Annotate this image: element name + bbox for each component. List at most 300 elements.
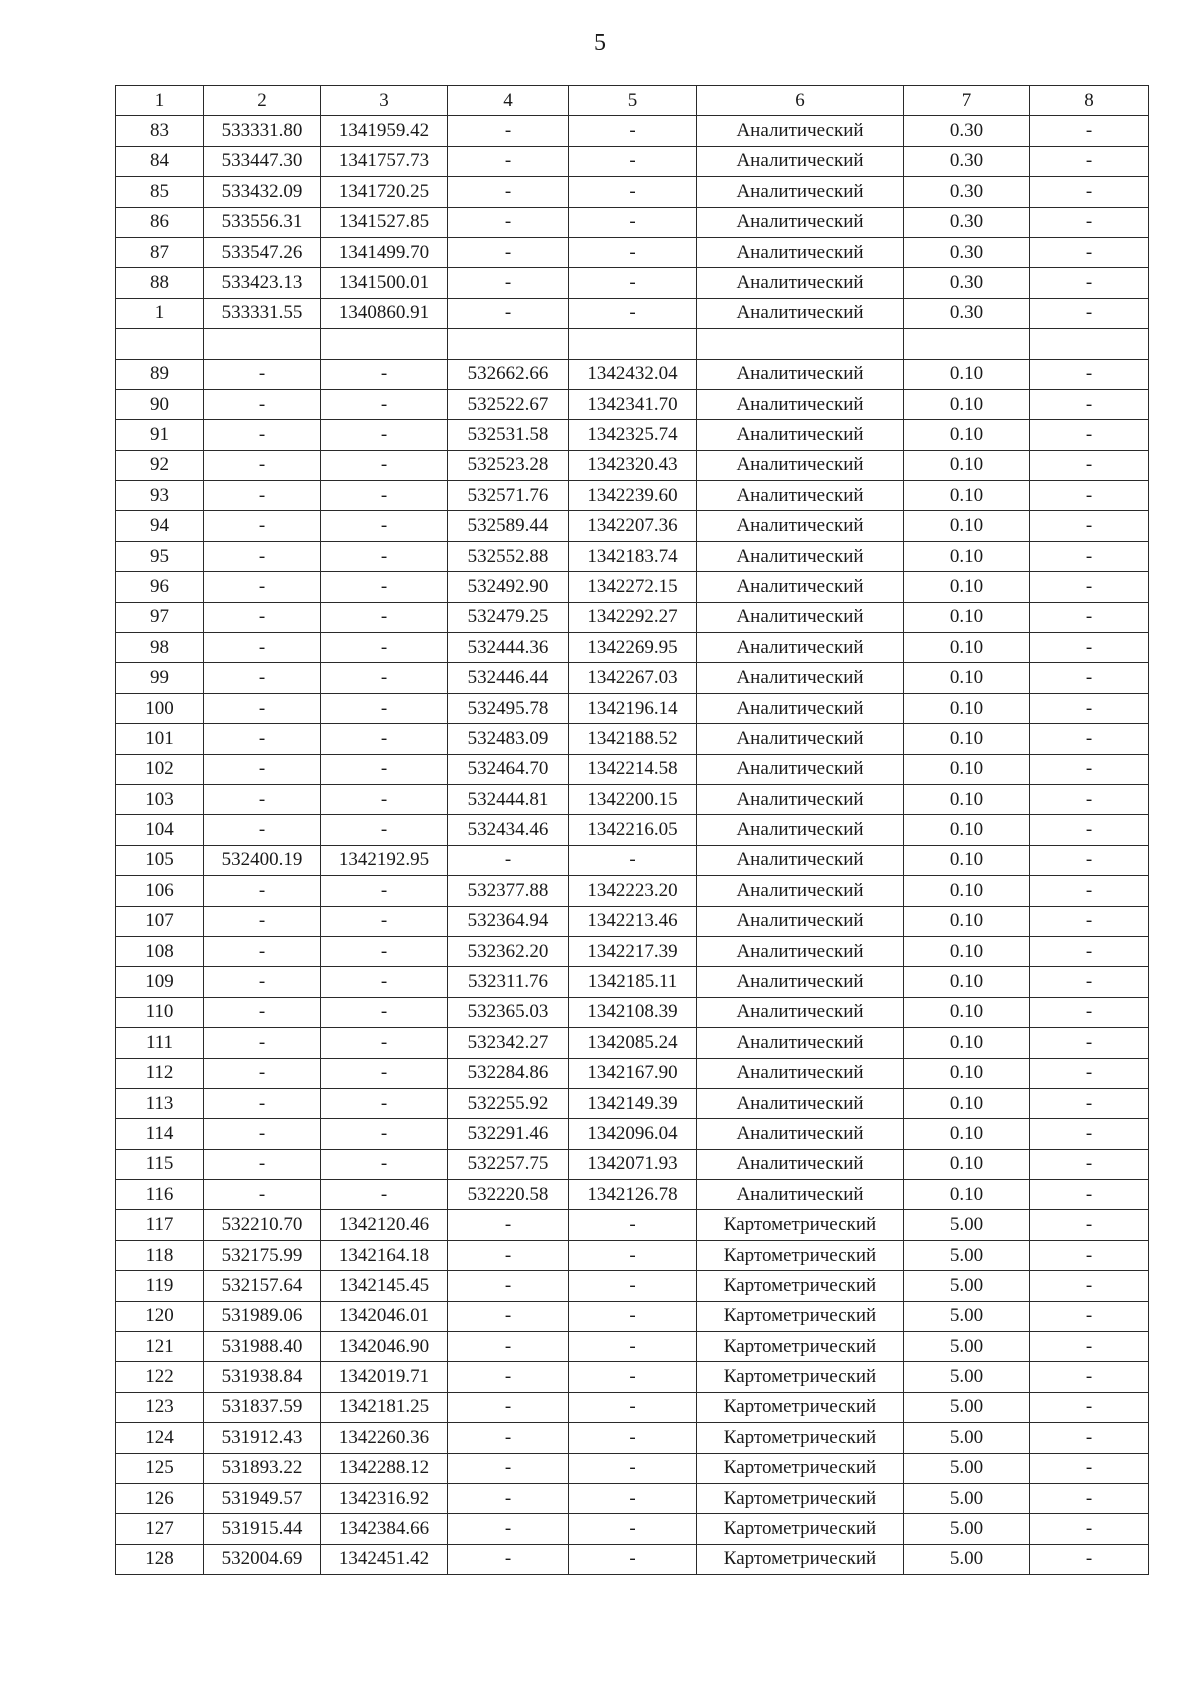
table-cell: Аналитический [697, 481, 904, 511]
table-cell: Аналитический [697, 815, 904, 845]
table-cell: 127 [116, 1514, 204, 1544]
table-cell: - [569, 116, 697, 146]
table-row [116, 876, 1149, 906]
table-cell: 532662.66 [448, 359, 569, 389]
table-cell: 532284.86 [448, 1058, 569, 1088]
table-row [116, 724, 1149, 754]
table-cell: - [204, 572, 321, 602]
table-row [116, 936, 1149, 966]
table-row [116, 1544, 1149, 1574]
table-cell: - [569, 1453, 697, 1483]
table-cell: 5.00 [904, 1362, 1030, 1392]
table-cell: - [204, 481, 321, 511]
table-cell: 0.10 [904, 481, 1030, 511]
table-cell: 0.10 [904, 936, 1030, 966]
header-cell: 2 [204, 86, 321, 116]
table-cell: 115 [116, 1149, 204, 1179]
table-cell: - [204, 1088, 321, 1118]
table-cell: 0.30 [904, 207, 1030, 237]
table-cell: - [1030, 1514, 1149, 1544]
table-cell: 94 [116, 511, 204, 541]
table-cell: - [1030, 481, 1149, 511]
table-cell: Аналитический [697, 1088, 904, 1118]
table-cell: - [1030, 389, 1149, 419]
table-cell: 1342181.25 [321, 1392, 448, 1422]
table-cell: 533547.26 [204, 237, 321, 267]
table-cell: - [448, 1453, 569, 1483]
table-cell: - [448, 1301, 569, 1331]
table-cell: - [569, 298, 697, 328]
table-cell: - [204, 906, 321, 936]
table-cell: Картометрический [697, 1301, 904, 1331]
table-cell: 111 [116, 1028, 204, 1058]
table-row [116, 1210, 1149, 1240]
table-cell: 120 [116, 1301, 204, 1331]
table-cell: 1342316.92 [321, 1483, 448, 1513]
table-cell: - [321, 481, 448, 511]
table-cell: Аналитический [697, 420, 904, 450]
table-cell: 532495.78 [448, 693, 569, 723]
table-cell: 1342200.15 [569, 784, 697, 814]
table-cell: - [448, 1392, 569, 1422]
table-cell: 532364.94 [448, 906, 569, 936]
table-cell: - [1030, 693, 1149, 723]
table-cell: 532434.46 [448, 815, 569, 845]
table-cell: - [321, 1149, 448, 1179]
table-cell: - [569, 1544, 697, 1574]
table-cell: - [321, 1058, 448, 1088]
table-cell: - [321, 541, 448, 571]
table-cell: 125 [116, 1453, 204, 1483]
table-cell: 0.30 [904, 116, 1030, 146]
table-row [116, 1088, 1149, 1118]
table-cell: 97 [116, 602, 204, 632]
table-cell: Аналитический [697, 450, 904, 480]
table-cell: - [1030, 754, 1149, 784]
table-row [116, 1453, 1149, 1483]
table-cell: - [1030, 1483, 1149, 1513]
table-cell: - [204, 1119, 321, 1149]
table-cell: 532479.25 [448, 602, 569, 632]
table-cell: 122 [116, 1362, 204, 1392]
table-cell: Аналитический [697, 511, 904, 541]
table-cell: 112 [116, 1058, 204, 1088]
table-cell: Аналитический [697, 237, 904, 267]
table-cell: Аналитический [697, 663, 904, 693]
table-cell: - [448, 845, 569, 875]
table-cell: 1342207.36 [569, 511, 697, 541]
header-cell: 8 [1030, 86, 1149, 116]
table-cell: - [321, 663, 448, 693]
table-cell: Аналитический [697, 724, 904, 754]
table-cell: Аналитический [697, 268, 904, 298]
table-cell: - [1030, 1332, 1149, 1362]
table-cell: 0.10 [904, 693, 1030, 723]
table-cell: 0.30 [904, 237, 1030, 267]
table-cell: - [1030, 450, 1149, 480]
table-cell: 532210.70 [204, 1210, 321, 1240]
table-header-row [116, 86, 1149, 116]
table-cell: 1342217.39 [569, 936, 697, 966]
table-cell: - [204, 1149, 321, 1179]
table-cell: - [321, 997, 448, 1027]
table-cell: 1340860.91 [321, 298, 448, 328]
table-cell: 1 [116, 298, 204, 328]
table-cell: 532571.76 [448, 481, 569, 511]
table-cell: 0.10 [904, 845, 1030, 875]
table-cell: 1341527.85 [321, 207, 448, 237]
table-cell: 0.10 [904, 1088, 1030, 1118]
table-cell: 532257.75 [448, 1149, 569, 1179]
table-row [116, 389, 1149, 419]
table-row [116, 116, 1149, 146]
table-row [116, 572, 1149, 602]
table-cell: 0.30 [904, 298, 1030, 328]
table-cell: - [1030, 207, 1149, 237]
table-cell: 5.00 [904, 1483, 1030, 1513]
table-cell: - [1030, 177, 1149, 207]
table-cell: 1341500.01 [321, 268, 448, 298]
table-cell: 0.10 [904, 389, 1030, 419]
table-cell: - [204, 450, 321, 480]
table-cell: - [448, 1271, 569, 1301]
table-cell: - [1030, 1362, 1149, 1392]
table-cell: 532522.67 [448, 389, 569, 419]
table-cell: - [1030, 1392, 1149, 1422]
table-cell: - [1030, 724, 1149, 754]
table-cell: Аналитический [697, 1028, 904, 1058]
table-row [116, 1514, 1149, 1544]
table-cell: 83 [116, 116, 204, 146]
table-row [116, 541, 1149, 571]
table-cell: 531912.43 [204, 1423, 321, 1453]
table-cell: - [1030, 1240, 1149, 1270]
table-row [116, 237, 1149, 267]
table-cell: 0.10 [904, 1180, 1030, 1210]
coordinates-table [115, 85, 1149, 1575]
table-cell: - [204, 724, 321, 754]
table-cell: - [1030, 572, 1149, 602]
table-cell: 533447.30 [204, 146, 321, 176]
table-cell: 93 [116, 481, 204, 511]
table-row [116, 906, 1149, 936]
table-cell: 0.10 [904, 1149, 1030, 1179]
table-row [116, 1058, 1149, 1088]
table-row [116, 268, 1149, 298]
table-cell: - [321, 389, 448, 419]
table-cell: Аналитический [697, 693, 904, 723]
table-cell: - [1030, 967, 1149, 997]
table-row [116, 1028, 1149, 1058]
table-cell: 531837.59 [204, 1392, 321, 1422]
table-cell: Картометрический [697, 1332, 904, 1362]
table-cell: - [204, 602, 321, 632]
table-cell: - [1030, 511, 1149, 541]
table-cell: - [1030, 1180, 1149, 1210]
header-cell: 3 [321, 86, 448, 116]
table-cell: 5.00 [904, 1423, 1030, 1453]
table-cell: 1342108.39 [569, 997, 697, 1027]
table-cell [569, 329, 697, 359]
table-cell: 1342292.27 [569, 602, 697, 632]
table-row [116, 207, 1149, 237]
table-cell: - [204, 389, 321, 419]
table-row [116, 329, 1149, 359]
table-cell: 532311.76 [448, 967, 569, 997]
table-cell: - [448, 298, 569, 328]
table-cell: 5.00 [904, 1392, 1030, 1422]
table-cell: 531915.44 [204, 1514, 321, 1544]
table-cell: 5.00 [904, 1210, 1030, 1240]
table-cell: - [204, 754, 321, 784]
table-cell: - [321, 693, 448, 723]
table-cell: 533432.09 [204, 177, 321, 207]
table-row [116, 146, 1149, 176]
table-row [116, 359, 1149, 389]
table-cell: Аналитический [697, 207, 904, 237]
table-cell: - [569, 207, 697, 237]
table-cell: 1341959.42 [321, 116, 448, 146]
table-cell: 532220.58 [448, 1180, 569, 1210]
table-cell: 1342188.52 [569, 724, 697, 754]
table-cell: 88 [116, 268, 204, 298]
table-cell: - [321, 967, 448, 997]
table-row [116, 967, 1149, 997]
table-cell [448, 329, 569, 359]
table-cell: - [1030, 906, 1149, 936]
table-cell: 106 [116, 876, 204, 906]
table-cell: Картометрический [697, 1240, 904, 1270]
table-cell: - [204, 997, 321, 1027]
table-cell: Аналитический [697, 845, 904, 875]
table-cell: - [1030, 1088, 1149, 1118]
table-cell: - [1030, 1453, 1149, 1483]
table-row [116, 784, 1149, 814]
table-cell: 0.10 [904, 511, 1030, 541]
table-cell [204, 329, 321, 359]
table-cell: - [569, 1514, 697, 1544]
table-cell: - [448, 146, 569, 176]
table-row [116, 1240, 1149, 1270]
table-row [116, 633, 1149, 663]
table-cell: 1342272.15 [569, 572, 697, 602]
table-cell: - [569, 268, 697, 298]
table-cell: - [569, 1210, 697, 1240]
table-cell: 1342167.90 [569, 1058, 697, 1088]
table-cell: 89 [116, 359, 204, 389]
table-cell: - [321, 724, 448, 754]
table-cell: - [1030, 663, 1149, 693]
table-cell: 533556.31 [204, 207, 321, 237]
table-cell: Аналитический [697, 389, 904, 419]
table-cell: Картометрический [697, 1271, 904, 1301]
table-cell: 0.10 [904, 541, 1030, 571]
table-row [116, 997, 1149, 1027]
table-cell: 101 [116, 724, 204, 754]
table-cell: 110 [116, 997, 204, 1027]
table-cell: Аналитический [697, 997, 904, 1027]
table-cell: - [448, 1210, 569, 1240]
table-row [116, 1392, 1149, 1422]
table-cell: - [569, 1392, 697, 1422]
table-cell: 121 [116, 1332, 204, 1362]
table-cell: - [321, 572, 448, 602]
table-cell: - [448, 1362, 569, 1392]
table-cell: Картометрический [697, 1544, 904, 1574]
table-cell: - [321, 876, 448, 906]
table-cell: - [1030, 784, 1149, 814]
table-cell: - [448, 1332, 569, 1362]
table-row [116, 420, 1149, 450]
table-cell: 531949.57 [204, 1483, 321, 1513]
table-cell: 114 [116, 1119, 204, 1149]
table-cell: - [1030, 1544, 1149, 1574]
table-cell: - [321, 936, 448, 966]
table-cell [697, 329, 904, 359]
table-cell: - [1030, 936, 1149, 966]
table-cell: - [321, 1088, 448, 1118]
table-cell: 103 [116, 784, 204, 814]
table-cell: 533423.13 [204, 268, 321, 298]
table-cell: 102 [116, 754, 204, 784]
table-cell: 0.10 [904, 724, 1030, 754]
table-cell: Картометрический [697, 1423, 904, 1453]
table-cell: - [1030, 541, 1149, 571]
table-cell: - [569, 1362, 697, 1392]
table-cell: 532552.88 [448, 541, 569, 571]
table-cell: - [448, 207, 569, 237]
table-cell: - [569, 146, 697, 176]
table-cell: 5.00 [904, 1271, 1030, 1301]
table-cell: - [1030, 1423, 1149, 1453]
table-cell: 1342120.46 [321, 1210, 448, 1240]
table-cell: - [204, 511, 321, 541]
table-cell: - [321, 815, 448, 845]
table-cell: - [1030, 876, 1149, 906]
table-cell: 532365.03 [448, 997, 569, 1027]
table-cell: 90 [116, 389, 204, 419]
table-cell: - [1030, 1058, 1149, 1088]
table-row [116, 1301, 1149, 1331]
table-cell: - [1030, 997, 1149, 1027]
table-cell: 96 [116, 572, 204, 602]
table-cell: 531938.84 [204, 1362, 321, 1392]
table-row [116, 1180, 1149, 1210]
table-cell: 0.10 [904, 1028, 1030, 1058]
table-cell: 119 [116, 1271, 204, 1301]
table-row [116, 1362, 1149, 1392]
table-cell: 1342149.39 [569, 1088, 697, 1118]
table-cell: 1342325.74 [569, 420, 697, 450]
table-cell: - [1030, 1210, 1149, 1240]
table-cell: 0.10 [904, 359, 1030, 389]
table-cell: - [448, 1423, 569, 1453]
table-cell: - [321, 1119, 448, 1149]
header-cell: 5 [569, 86, 697, 116]
table-cell: 0.10 [904, 1119, 1030, 1149]
table-cell: Картометрический [697, 1483, 904, 1513]
table-cell: 0.10 [904, 906, 1030, 936]
table-cell: - [569, 1271, 697, 1301]
table-cell: - [1030, 1119, 1149, 1149]
table-cell: 532444.81 [448, 784, 569, 814]
table-cell: 1342320.43 [569, 450, 697, 480]
table-cell: 1342185.11 [569, 967, 697, 997]
table-cell: - [448, 1544, 569, 1574]
table-cell: 118 [116, 1240, 204, 1270]
table-row [116, 663, 1149, 693]
table-cell: - [1030, 1271, 1149, 1301]
table-cell: Аналитический [697, 146, 904, 176]
table-cell: 1342196.14 [569, 693, 697, 723]
table-cell: - [321, 1028, 448, 1058]
table-cell: 0.10 [904, 967, 1030, 997]
table-cell: 0.10 [904, 815, 1030, 845]
table-cell [1030, 329, 1149, 359]
table-cell: 532492.90 [448, 572, 569, 602]
table-cell: 5.00 [904, 1544, 1030, 1574]
table-cell: Картометрический [697, 1453, 904, 1483]
table-cell: Картометрический [697, 1210, 904, 1240]
table-cell: Аналитический [697, 967, 904, 997]
table-cell: 532291.46 [448, 1119, 569, 1149]
table-cell: 532446.44 [448, 663, 569, 693]
table-cell: Аналитический [697, 876, 904, 906]
table-row [116, 511, 1149, 541]
table-cell: - [321, 602, 448, 632]
table-cell: 5.00 [904, 1453, 1030, 1483]
table-cell: 1342216.05 [569, 815, 697, 845]
table-cell: - [569, 1483, 697, 1513]
table-cell: 0.10 [904, 784, 1030, 814]
table-cell: - [1030, 845, 1149, 875]
table-cell: 1341757.73 [321, 146, 448, 176]
table-cell: 531989.06 [204, 1301, 321, 1331]
table-cell: - [204, 876, 321, 906]
table-cell: 1342267.03 [569, 663, 697, 693]
table-cell: - [569, 177, 697, 207]
table-row [116, 177, 1149, 207]
table-cell: - [1030, 420, 1149, 450]
table-cell: - [204, 541, 321, 571]
table-cell: Аналитический [697, 298, 904, 328]
table-cell: Аналитический [697, 633, 904, 663]
table-cell: - [569, 1240, 697, 1270]
table-cell: Аналитический [697, 1119, 904, 1149]
table-cell: - [204, 663, 321, 693]
table-cell: - [1030, 268, 1149, 298]
table-cell: - [204, 1180, 321, 1210]
table-cell: 1342384.66 [321, 1514, 448, 1544]
table-cell: - [1030, 602, 1149, 632]
table-cell: Картометрический [697, 1362, 904, 1392]
table-body [116, 116, 1149, 1575]
table-row [116, 481, 1149, 511]
table-row [116, 815, 1149, 845]
table-row [116, 602, 1149, 632]
table-cell: 5.00 [904, 1332, 1030, 1362]
table-cell: 1342046.90 [321, 1332, 448, 1362]
table-cell: - [448, 268, 569, 298]
table-cell: - [569, 1332, 697, 1362]
table-cell: 1342269.95 [569, 633, 697, 663]
table-cell: Аналитический [697, 572, 904, 602]
table-cell: 1342164.18 [321, 1240, 448, 1270]
table-cell: 85 [116, 177, 204, 207]
table-cell: - [204, 633, 321, 663]
table-cell: 87 [116, 237, 204, 267]
table-row [116, 1119, 1149, 1149]
